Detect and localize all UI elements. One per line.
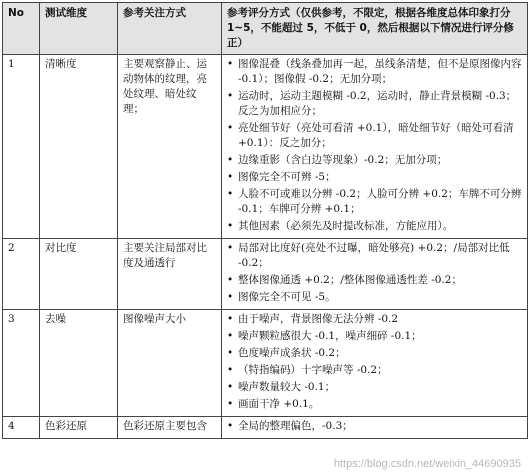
criteria-item: • 图像完全不可见 -5。 xyxy=(238,290,523,305)
criteria-item: • 边缘重影（含白边等现象）-0.2；无加分项； xyxy=(238,153,523,168)
dimension-cell: 色彩还原 xyxy=(40,417,118,439)
criteria-list xyxy=(227,312,523,412)
focus-cell: 主要观察静止、运动物体的纹理，亮处纹理、暗处纹理； xyxy=(118,55,222,239)
scoring-table xyxy=(2,2,528,439)
watermark-url: https://blog.csdn.net/weixin_44690935 xyxy=(333,458,521,470)
criteria-item: • 图像混叠（线条叠加再一起，虽线条清楚，但不是原图像内容 -0.1）；图像假 -0.2；无加分项； xyxy=(238,57,523,87)
table-row xyxy=(3,310,528,417)
criteria-item: • 亮处细节好（亮处可看清 +0.1），暗处细节好（暗处可看清+0.1）：反之加分； xyxy=(238,121,523,151)
criteria-item: • 噪声颗粒感很大 -0.1，噪声细碎 -0.1； xyxy=(238,329,523,344)
criteria-item: • 色度噪声成条状 -0.2； xyxy=(238,346,523,361)
criteria-cell xyxy=(222,417,528,439)
header-dimension: 测试维度 xyxy=(40,3,118,55)
dimension-cell: 清晰度 xyxy=(40,55,118,239)
header-criteria: 参考评分方式（仅供参考，不限定，根据各维度总体印象打分 1~5，不能超过 5，不低于 0，然后根据以下情况进行评分修正） xyxy=(222,3,528,55)
criteria-list xyxy=(227,419,523,434)
criteria-item: • 画面干净 +0.1。 xyxy=(238,397,523,412)
criteria-cell xyxy=(222,239,528,310)
criteria-item: • 噪声数量较大 -0.1； xyxy=(238,380,523,395)
criteria-cell xyxy=(222,310,528,417)
criteria-item: • （特指编码）十字噪声等 -0.2； xyxy=(238,363,523,378)
criteria-item: • 局部对比度好(亮处不过曝，暗处够亮) +0.2；/局部对比低 -0.2； xyxy=(238,241,523,271)
table-row xyxy=(3,239,528,310)
row-number-cell: 3 xyxy=(3,310,40,417)
criteria-item: • 由于噪声，背景图像无法分辨 -0.2 xyxy=(238,312,523,327)
table-row xyxy=(3,417,528,439)
dimension-cell: 对比度 xyxy=(40,239,118,310)
focus-cell: 主要关注局部对比度及通透行 xyxy=(118,239,222,310)
criteria-item: • 人脸不可或难以分辨 -0.2；人脸可分辨 +0.2；车牌不可分辨 -0.1；车牌可分辨 +0.1； xyxy=(238,187,523,217)
header-no: No xyxy=(3,3,40,55)
criteria-item: • 整体图像通透 +0.2；/整体图像通透性差 -0.2； xyxy=(238,273,523,288)
dimension-cell: 去噪 xyxy=(40,310,118,417)
header-focus: 参考关注方式 xyxy=(118,3,222,55)
focus-cell: 色彩还原主要包含 xyxy=(118,417,222,439)
table-body xyxy=(3,55,528,439)
criteria-list xyxy=(227,57,523,234)
row-number-cell: 4 xyxy=(3,417,40,439)
row-number-cell: 1 xyxy=(3,55,40,239)
criteria-item: • 其他因素（必须先及时提改标准，方能应用）。 xyxy=(238,219,523,234)
table-header xyxy=(3,3,528,55)
criteria-item: • 运动时，运动主题模糊 -0.2，运动时，静止背景模糊 -0.3；反之为加相应分； xyxy=(238,89,523,119)
criteria-list xyxy=(227,241,523,305)
row-number-cell: 2 xyxy=(3,239,40,310)
focus-cell: 图像噪声大小 xyxy=(118,310,222,417)
header-row xyxy=(3,3,528,55)
criteria-cell xyxy=(222,55,528,239)
criteria-item: • 图像完全不可辨 -5； xyxy=(238,170,523,185)
criteria-item: • 全局的整理偏色，-0.3； xyxy=(238,419,523,434)
table-row xyxy=(3,55,528,239)
